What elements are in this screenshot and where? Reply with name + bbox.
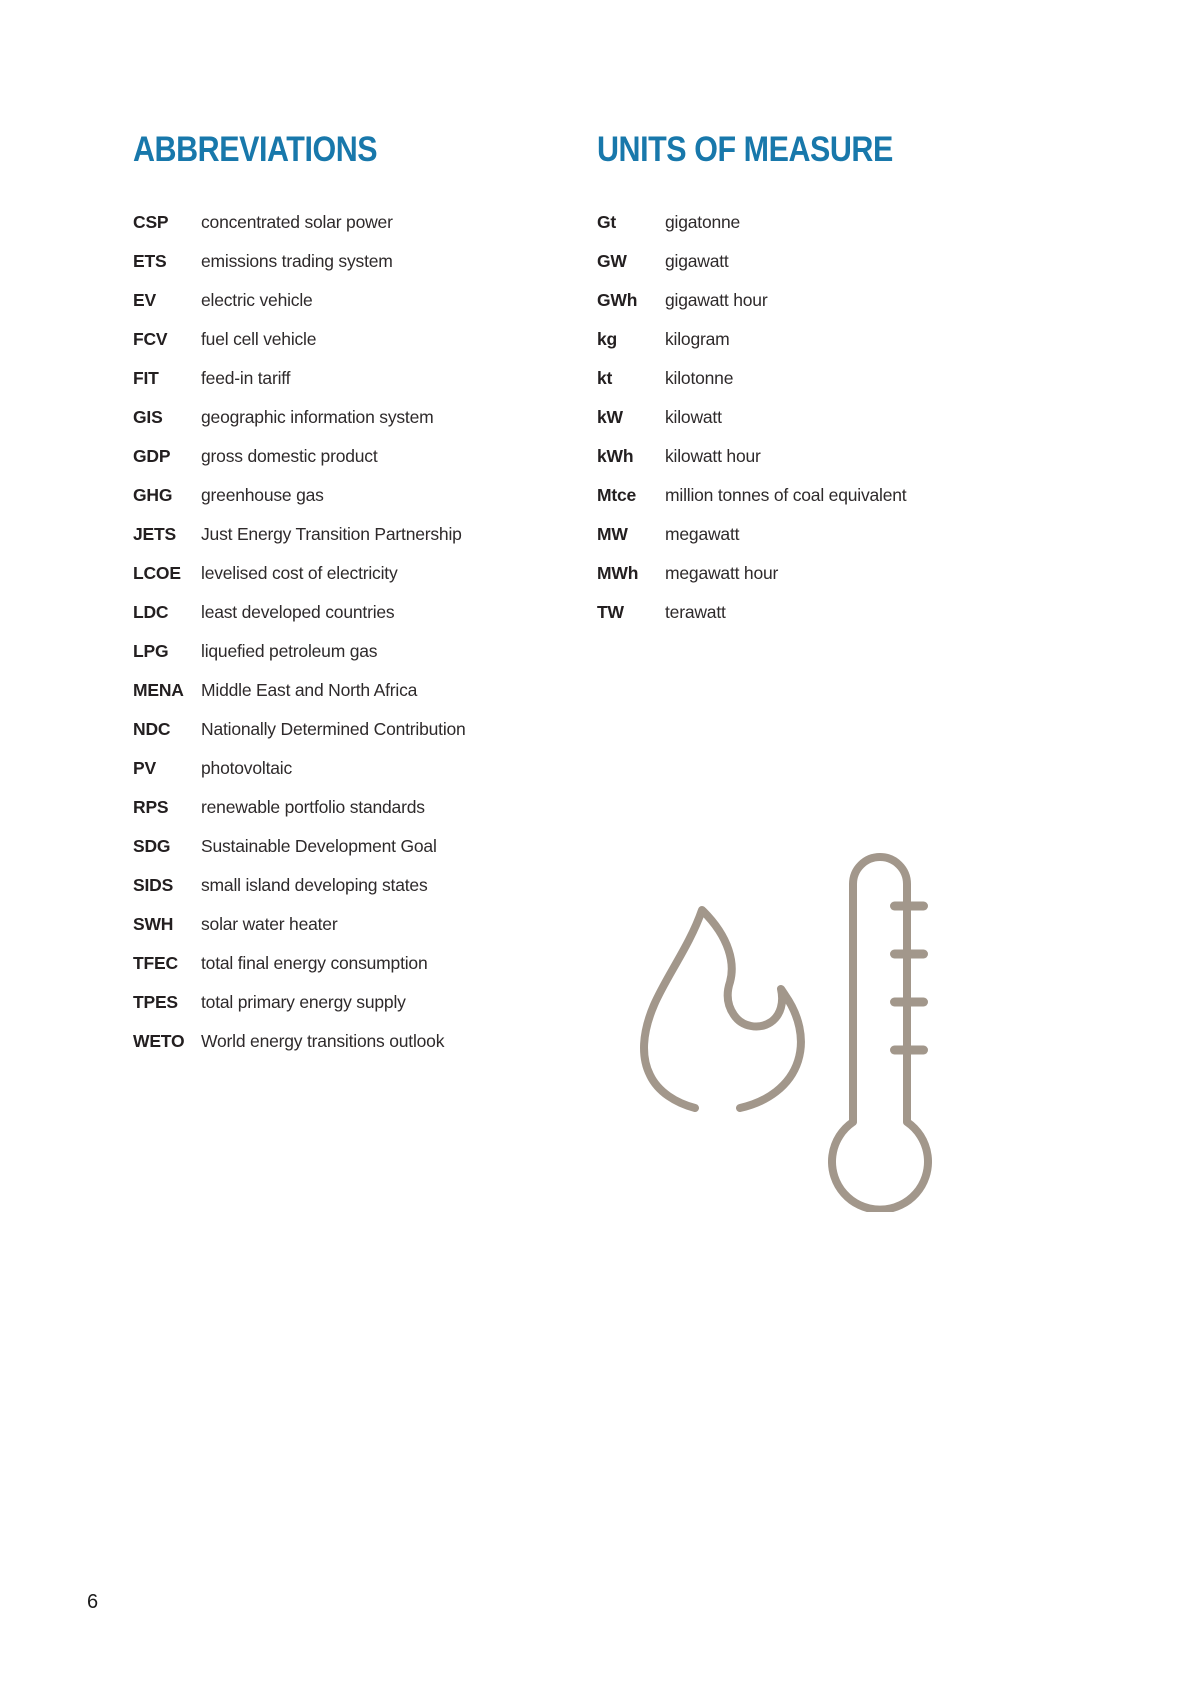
abbreviation-row [133, 242, 603, 281]
abbreviation-row [133, 827, 603, 866]
abbreviation-row [133, 281, 603, 320]
abbreviation-definition: emissions trading system [201, 251, 393, 271]
abbreviation-definition: total final energy consumption [201, 953, 428, 973]
unit-term: kg [597, 329, 618, 349]
unit-row [597, 437, 1097, 476]
abbreviation-row [133, 437, 603, 476]
abbreviation-definition: Just Energy Transition Partnership [201, 524, 462, 544]
abbreviation-term: TFEC [133, 953, 178, 973]
unit-term: GWh [597, 290, 638, 310]
abbreviation-definition: feed-in tariff [201, 368, 291, 388]
abbreviation-definition: liquefied petroleum gas [201, 641, 378, 661]
abbreviation-term: GHG [133, 485, 173, 505]
abbreviation-term: SDG [133, 836, 171, 856]
abbreviation-term: SWH [133, 914, 174, 934]
abbreviation-row [133, 749, 603, 788]
abbreviation-row [133, 203, 603, 242]
abbreviation-term: ETS [133, 251, 167, 271]
abbreviation-row [133, 905, 603, 944]
abbreviation-definition: concentrated solar power [201, 212, 393, 232]
abbreviation-row [133, 359, 603, 398]
abbreviation-term: JETS [133, 524, 176, 544]
abbreviation-row [133, 671, 603, 710]
unit-definition: kilowatt hour [665, 446, 761, 466]
page-number: 6 [87, 1591, 99, 1613]
unit-definition: gigatonne [665, 212, 741, 232]
unit-row [597, 593, 1097, 632]
units-of-measure-heading: UNITS OF MEASURE [597, 130, 893, 169]
unit-row [597, 320, 1097, 359]
abbreviation-row [133, 866, 603, 905]
abbreviation-term: GIS [133, 407, 163, 427]
abbreviation-row [133, 515, 603, 554]
unit-term: GW [597, 251, 627, 271]
unit-definition: million tonnes of coal equivalent [665, 485, 907, 505]
unit-term: kW [597, 407, 623, 427]
unit-definition: gigawatt [665, 251, 729, 271]
abbreviation-definition: levelised cost of electricity [201, 563, 398, 583]
unit-row [597, 359, 1097, 398]
unit-definition: megawatt hour [665, 563, 779, 583]
abbreviation-definition: World energy transitions outlook [201, 1031, 445, 1051]
unit-term: Gt [597, 212, 617, 232]
abbreviation-definition: electric vehicle [201, 290, 313, 310]
abbreviation-term: EV [133, 290, 156, 310]
abbreviation-term: PV [133, 758, 156, 778]
abbreviation-row [133, 1022, 603, 1061]
unit-term: kWh [597, 446, 634, 466]
abbreviation-row [133, 476, 603, 515]
abbreviation-term: LCOE [133, 563, 181, 583]
abbreviation-definition: gross domestic product [201, 446, 378, 466]
abbreviations-heading: ABBREVIATIONS [133, 130, 378, 169]
flame-icon [640, 905, 805, 1112]
unit-row [597, 554, 1097, 593]
unit-row [597, 203, 1097, 242]
unit-definition: gigawatt hour [665, 290, 768, 310]
abbreviation-term: CSP [133, 212, 169, 232]
unit-term: TW [597, 602, 624, 622]
unit-definition: terawatt [665, 602, 726, 622]
abbreviation-row [133, 632, 603, 671]
abbreviation-row [133, 593, 603, 632]
abbreviation-term: GDP [133, 446, 171, 466]
abbreviation-definition: Nationally Determined Contribution [201, 719, 466, 739]
abbreviation-term: TPES [133, 992, 178, 1012]
units-list [597, 203, 1097, 632]
unit-term: MW [597, 524, 628, 544]
unit-definition: kilowatt [665, 407, 722, 427]
abbreviation-row [133, 710, 603, 749]
abbreviation-definition: total primary energy supply [201, 992, 406, 1012]
abbreviation-definition: least developed countries [201, 602, 395, 622]
abbreviation-term: RPS [133, 797, 169, 817]
unit-row [597, 281, 1097, 320]
thermometer-icon [828, 852, 932, 1212]
abbreviation-definition: renewable portfolio standards [201, 797, 425, 817]
abbreviation-term: MENA [133, 680, 184, 700]
abbreviation-term: FIT [133, 368, 159, 388]
abbreviation-row [133, 398, 603, 437]
abbreviation-row [133, 983, 603, 1022]
abbreviation-row [133, 944, 603, 983]
abbreviation-definition: geographic information system [201, 407, 434, 427]
abbreviation-definition: Middle East and North Africa [201, 680, 418, 700]
unit-term: kt [597, 368, 613, 388]
abbreviation-term: WETO [133, 1031, 185, 1051]
unit-definition: kilotonne [665, 368, 734, 388]
abbreviation-term: LDC [133, 602, 169, 622]
abbreviation-definition: Sustainable Development Goal [201, 836, 437, 856]
abbreviation-definition: greenhouse gas [201, 485, 324, 505]
abbreviation-row [133, 554, 603, 593]
abbreviation-row [133, 788, 603, 827]
unit-term: MWh [597, 563, 639, 583]
abbreviation-row [133, 320, 603, 359]
abbreviation-definition: solar water heater [201, 914, 338, 934]
unit-term: Mtce [597, 485, 637, 505]
unit-row [597, 398, 1097, 437]
unit-row [597, 476, 1097, 515]
abbreviation-term: NDC [133, 719, 171, 739]
unit-definition: megawatt [665, 524, 740, 544]
unit-row [597, 515, 1097, 554]
abbreviation-definition: small island developing states [201, 875, 428, 895]
abbreviation-term: LPG [133, 641, 169, 661]
abbreviation-term: FCV [133, 329, 168, 349]
abbreviations-list [133, 203, 603, 1061]
abbreviation-definition: fuel cell vehicle [201, 329, 317, 349]
unit-row [597, 242, 1097, 281]
abbreviation-term: SIDS [133, 875, 174, 895]
unit-definition: kilogram [665, 329, 730, 349]
abbreviation-definition: photovoltaic [201, 758, 292, 778]
